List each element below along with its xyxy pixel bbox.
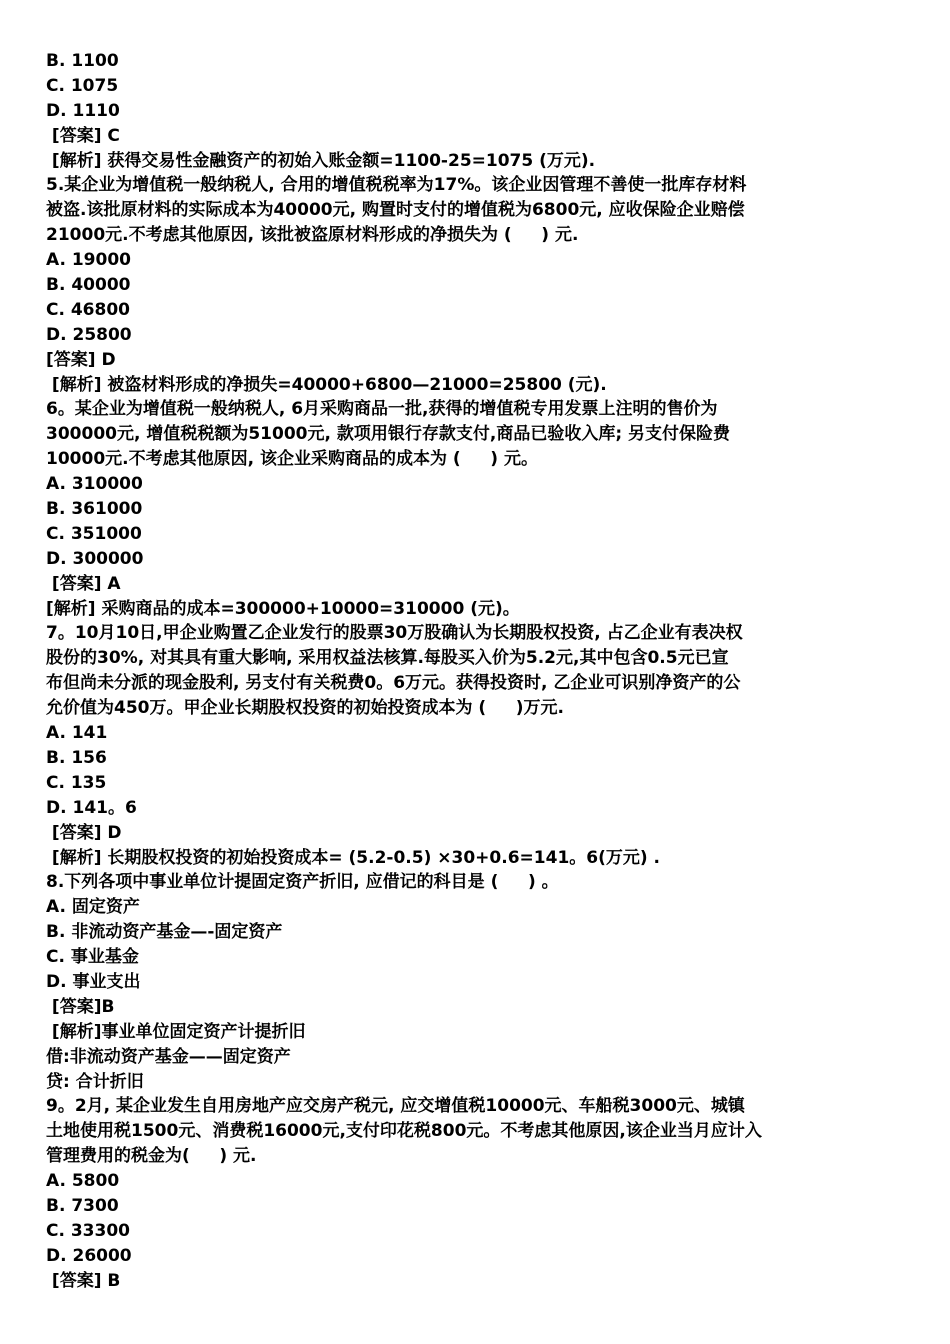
text-line: 股份的30%, 对其具有重大影响, 采用权益法核算.每股买入价为5.2元,其中包含0.5元已宣 [46,648,729,669]
text-line: 9。2月, 某企业发生自用房地产应交房产税元, 应交增值税10000元、车船税3000元、城镇 [46,1096,745,1117]
text-line: B. 非流动资产基金—-固定资产 [46,922,283,943]
text-line: [答案] A [46,573,121,594]
text-line: 10000元.不考虑其他原因, 该企业采购商品的成本为 ( ) 元。 [46,449,538,470]
text-line: 被盗.该批原材料的实际成本为40000元, 购置时支付的增值税为6800元, 应收保险企业赔偿 [46,200,745,221]
text-line: D. 26000 [46,1245,132,1266]
text-line: D. 25800 [46,324,132,345]
text-line: [解析] 采购商品的成本=300000+10000=310000 (元)。 [46,598,520,619]
text-line: 土地使用税1500元、消费税16000元,支付印花税800元。不考虑其他原因,该企业当月应计入 [46,1121,762,1142]
text-line: 管理费用的税金为( ) 元. [46,1146,257,1167]
text-line: D. 141。6 [46,797,137,818]
text-line: B. 156 [46,747,107,768]
text-line: 贷: 合计折旧 [46,1071,144,1092]
text-line: 5.某企业为增值税一般纳税人, 合用的增值税税率为17%。该企业因管理不善使一批库存材料 [46,175,747,196]
text-line: C. 33300 [46,1220,130,1241]
text-line: A. 19000 [46,250,131,271]
text-line: [答案] D [46,349,116,370]
text-line: A. 141 [46,723,108,744]
text-line: [答案] B [46,1270,121,1291]
text-line: D. 300000 [46,548,144,569]
text-line: 布但尚未分派的现金股利, 另支付有关税费0。6万元。获得投资时, 乙企业可识别净资产的公 [46,673,741,694]
text-line: 8.下列各项中事业单位计提固定资产折旧, 应借记的科目是 ( ) 。 [46,872,559,893]
text-line: C. 351000 [46,523,142,544]
text-line: [解析] 长期股权投资的初始投资成本= (5.2-0.5) ×30+0.6=141。6(万元) . [46,847,661,868]
text-line: 21000元.不考虑其他原因, 该批被盗原材料形成的净损失为 ( ) 元. [46,225,579,246]
text-line: B. 1100 [46,51,119,71]
text-line: 借:非流动资产基金——固定资产 [46,1046,291,1067]
text-line: [解析]事业单位固定资产计提折旧 [46,1021,306,1042]
text-line: [解析] 被盗材料形成的净损失=40000+6800—21000=25800 (元). [46,374,607,395]
text-line: 6。某企业为增值税一般纳税人, 6月采购商品一批,获得的增值税专用发票上注明的售价为 [46,399,718,420]
text-line: B. 7300 [46,1195,119,1216]
text-line: C. 46800 [46,299,130,320]
text-line: A. 5800 [46,1171,120,1192]
text-line: [答案] C [46,125,120,146]
text-line: B. 40000 [46,275,131,296]
text-line: 7。10月10日,甲企业购置乙企业发行的股票30万股确认为长期股权投资, 占乙企业有表决权 [46,623,743,644]
document-page [46,49,906,1294]
text-line: [答案]B [46,996,115,1017]
text-line: C. 事业基金 [46,947,139,968]
text-line: A. 310000 [46,474,143,495]
text-line: B. 361000 [46,499,143,520]
text-line: D. 1110 [46,100,120,121]
text-line: [解析] 获得交易性金融资产的初始入账金额=1100-25=1075 (万元). [46,150,596,171]
text-line: A. 固定资产 [46,897,140,918]
text-line: 允价值为450万。甲企业长期股权投资的初始投资成本为 ( )万元. [46,698,564,719]
text-line: D. 事业支出 [46,971,141,992]
text-line: 300000元, 增值税税额为51000元, 款项用银行存款支付,商品已验收入库; 另支付保险费 [46,424,731,445]
text-line: [答案] D [46,822,122,843]
text-line: C. 135 [46,772,107,793]
text-line: C. 1075 [46,75,119,96]
